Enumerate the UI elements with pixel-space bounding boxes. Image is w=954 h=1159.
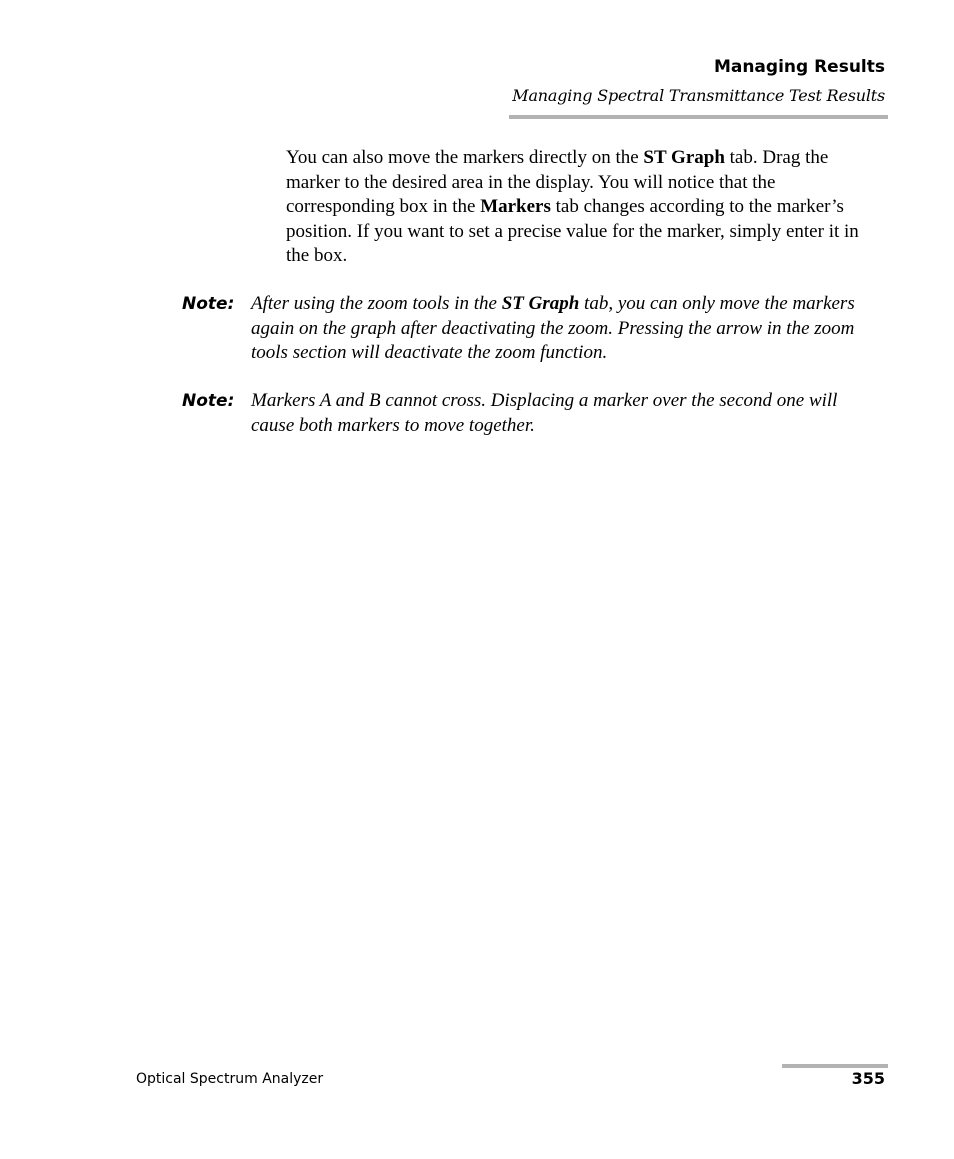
paragraph-emphasis-markers: Markers	[480, 196, 551, 218]
note-emphasis-st-graph: ST Graph	[501, 293, 580, 314]
paragraph-text: tab. Drag the marker to the desired area in the display. You will notice that the corresponding box in the	[286, 147, 829, 218]
running-header-title: Managing Results	[713, 57, 885, 77]
note-text: Markers A and B cannot cross. Displacing a marker over the second one will cause both markers to move together.	[251, 390, 838, 436]
note-label: Note:	[182, 391, 235, 411]
footer-product-name: Optical Spectrum Analyzer	[136, 1071, 324, 1087]
paragraph-text: tab changes according to the marker’s position. If you want to set a precise value for the marker, simply enter it in the box.	[286, 196, 859, 267]
header-rule	[509, 115, 888, 119]
paragraph-text: You can also move the markers directly on the	[286, 147, 644, 168]
footer-rule	[782, 1064, 888, 1068]
running-header-subtitle: Managing Spectral Transmittance Test Results	[512, 86, 885, 105]
body-paragraph	[286, 146, 886, 269]
note-text-part: After using the zoom tools in the	[251, 293, 502, 314]
note-label: Note:	[182, 294, 235, 314]
page-number: 355	[851, 1069, 885, 1088]
paragraph-emphasis-st-graph: ST Graph	[643, 147, 725, 168]
note-text-part: tab, you can only move the markers again on the graph after deactivating the zoom. Pressing the arrow in the zoom tools section will deactivate the zoom function.	[251, 293, 855, 364]
note-text	[251, 292, 871, 366]
